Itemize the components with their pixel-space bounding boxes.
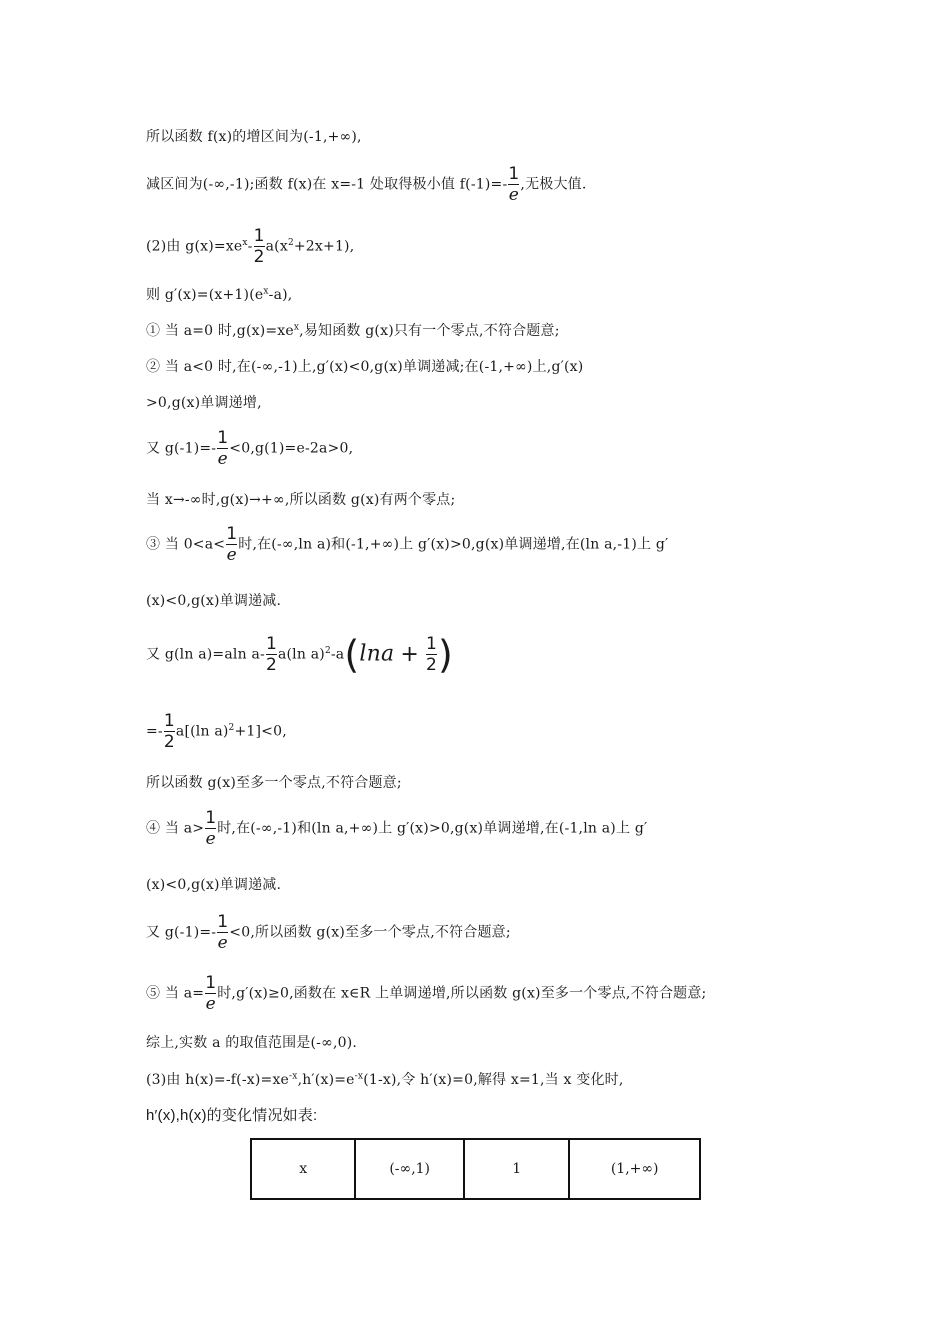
text-line: ④ 当 a> $\frac{1}{e}$ 时,在(-∞,-1)和(ln a,+∞)上 g′(x)>0,g(x)单调递增,在(-1,ln a)上 g′ (146, 808, 648, 849)
text-line: 当 x→-∞时,g(x)→+∞,所以函数 g(x)有两个零点; (146, 492, 456, 508)
math-plus: + (400, 641, 419, 667)
text-line: (x)<0,g(x)单调递减. (146, 593, 282, 609)
fraction-1-over-e: $\frac{1}{e}$ (217, 428, 229, 469)
table-cell: 1 (464, 1139, 569, 1199)
text-line: ⑤ 当 a= $\frac{1}{e}$ 时,g′(x)≥0,函数在 x∈R 上单调递增,所以函数 g(x)至多一个零点,不符合题意; (146, 973, 707, 1014)
table-row (251, 1139, 700, 1199)
text-line: (x)<0,g(x)单调递减. (146, 877, 282, 893)
fraction-1-over-2: $\frac{1}{2}$ (265, 634, 277, 675)
text-line: =- $\frac{1}{2}$ a[(ln a)$^2$+1]<0, (146, 711, 287, 752)
text-line: 又 g(ln a)=aln a- $\frac{1}{2}$ a(ln a)$^2$-a(lna + $\frac{1}{2}$ ) (146, 632, 454, 677)
text-line: 又 g(-1)=- $\frac{1}{e}$ <0,所以函数 g(x)至多一个零点,不符合题意; (146, 912, 511, 953)
text-line: ① 当 a=0 时$,g(x)=xe^x$,易知函数 g(x)只有一个零点,不符合题意; (146, 322, 560, 339)
line-text: 所以函数 f(x)的增区间为(-1,+∞), (146, 129, 362, 145)
fraction-1-over-e: $\frac{1}{e}$ (205, 808, 217, 849)
text-line (146, 164, 587, 205)
text-line: 综上,实数 a 的取值范围是(-∞,0). (146, 1035, 358, 1051)
fraction-1-over-2: $\frac{1}{2}$ (163, 711, 175, 752)
text-line: ③ 当 0<a< $\frac{1}{e}$ 时,在(-∞,ln a)和(-1,+∞)上 g′(x)>0,g(x)单调递增,在(ln a,-1)上 g′ (146, 524, 669, 565)
table-cell: (1,+∞) (569, 1139, 700, 1199)
fraction-1-over-e: $\frac{1}{e}$ (226, 524, 238, 565)
table-cell: (-∞,1) (355, 1139, 464, 1199)
math-lna: lna (359, 641, 395, 667)
table-cell: x (251, 1139, 355, 1199)
left-paren: ( (344, 632, 360, 677)
fraction-1-over-e: $\frac{1}{e}$ (205, 973, 217, 1014)
line-text: ,无极大值. (520, 176, 587, 193)
text-line: >0,g(x)单调递增, (146, 395, 262, 411)
line-text: 减区间为(-∞,-1);函数 f(x)在 x=-1 处取得极小值 f(-1)=- (146, 176, 508, 193)
fraction-1-over-2: $\frac{1}{2}$ (425, 634, 437, 675)
text-line: (2)由 $g(x)=xe^x-$ $\frac{1}{2}$ $a(x^2+2x+1)$, (146, 226, 355, 267)
right-paren: ) (437, 632, 454, 677)
text-line: ② 当 a<0 时,在(-∞,-1)上,g′(x)<0,g(x)单调递减;在(-1,+∞)上,g′(x) (146, 359, 584, 375)
variation-table (250, 1138, 701, 1200)
text-line: h′(x),h(x)的变化情况如表: (146, 1107, 318, 1124)
fraction-1-over-e: $\frac{1}{e}$ (217, 912, 229, 953)
fraction-1-over-e: $\frac{1}{e}$ (508, 164, 520, 205)
fraction-1-over-2: $\frac{1}{2}$ (253, 226, 265, 267)
text-line: 则 $g'(x)=(x+1)(e^x-a)$, (146, 286, 293, 303)
text-line: 所以函数 g(x)至多一个零点,不符合题意; (146, 775, 402, 791)
text-line (146, 127, 362, 147)
text-line: (3)由 $h(x)=-f(-x)=xe^{-x},h'(x)=e^{-x}(1-x)$,令 h′(x)=0,解得 x=1,当 x 变化时, (146, 1071, 624, 1088)
text-line: 又 g(-1)=- $\frac{1}{e}$ <0,g(1)=e-2a>0, (146, 428, 354, 469)
